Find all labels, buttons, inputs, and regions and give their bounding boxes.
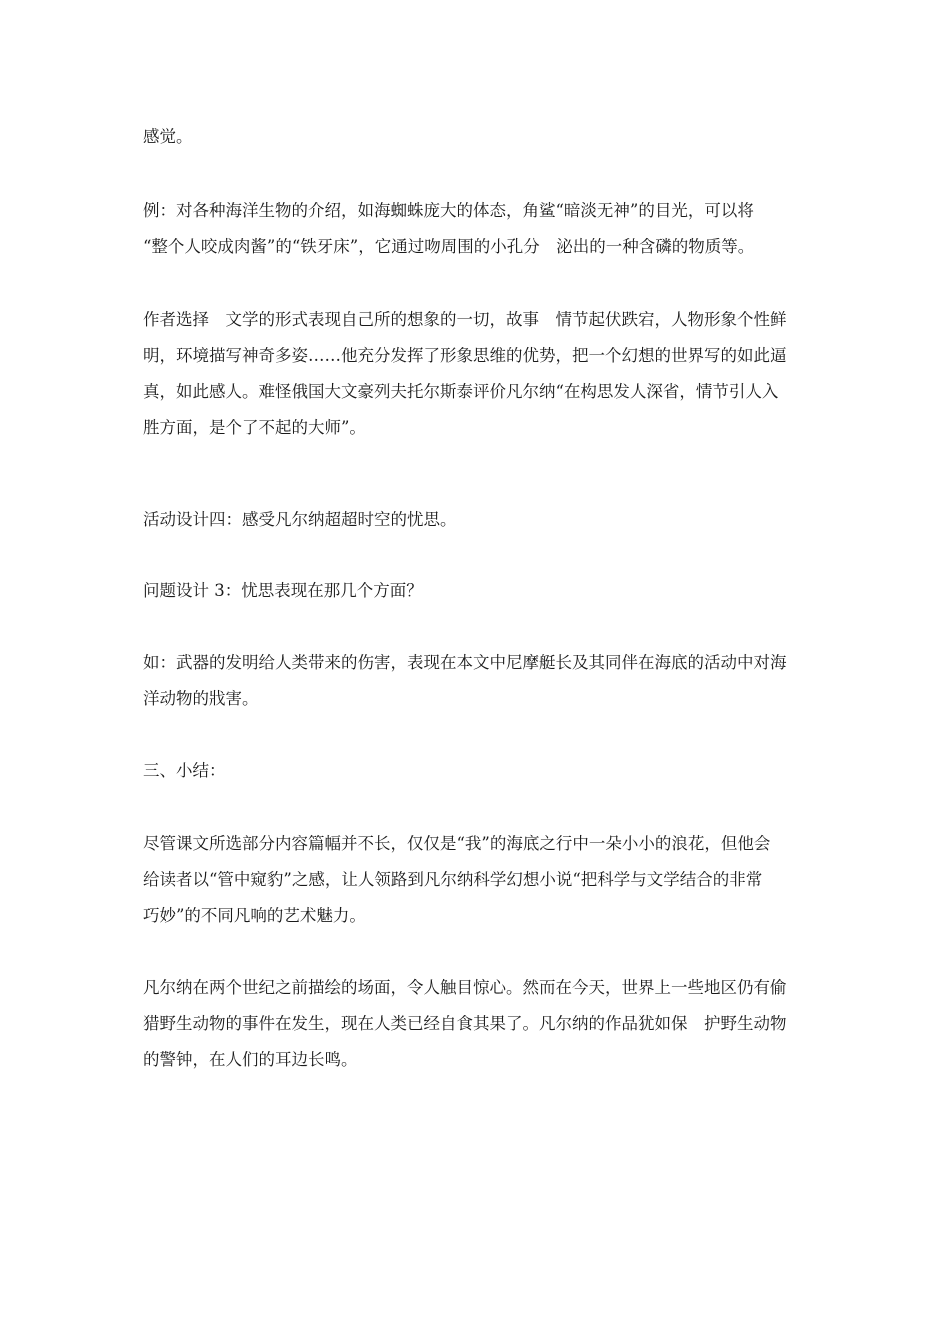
paragraph-summary	[143, 826, 811, 934]
text-line: 真，如此感人。难怪俄国大文豪列夫托尔斯泰评价凡尔纳“在构思发人深省，情节引人入	[143, 382, 779, 401]
text-line: 给读者以“管中窥豹”之感，让人领路到凡尔纳科学幻想小说“把科学与文学结合的非常	[143, 870, 763, 889]
paragraph-example	[143, 193, 811, 265]
paragraph-activity-four	[143, 502, 811, 538]
paragraph-question-three	[143, 573, 811, 609]
text-line: 凡尔纳在两个世纪之前描绘的场面，令人触目惊心。然而在今天，世界上一些地区仍有偷	[143, 978, 787, 997]
paragraph-feeling	[143, 119, 811, 155]
paragraph-weapons	[143, 645, 811, 717]
text-line: 例：对各种海洋生物的介绍，如海蜘蛛庞大的体态，角鲨“暗淡无神”的目光，可以将	[143, 201, 754, 220]
text-line: 胜方面，是个了不起的大师”。	[143, 418, 366, 437]
text-line: 尽管课文所选部分内容篇幅并不长，仅仅是“我”的海底之行中一朵小小的浪花，但他会	[143, 834, 771, 853]
text-line: 作者选择 文学的形式表现自己所的想象的一切，故事 情节起伏跌宕，人物形象个性鲜	[143, 310, 787, 329]
text-line: 问题设计 3：忧思表现在那几个方面？	[143, 581, 423, 600]
text-line: 活动设计四：感受凡尔纳超超时空的忧思。	[143, 510, 457, 529]
text-line: 明，环境描写神奇多姿……他充分发挥了形象思维的优势，把一个幻想的世界写的如此逼	[143, 346, 787, 365]
text-line: 巧妙”的不同凡响的艺术魅力。	[143, 906, 366, 925]
text-line: 的警钟，在人们的耳边长鸣。	[143, 1050, 358, 1069]
text-line: “整个人咬成肉酱”的“铁牙床”，它通过吻周围的小孔分 泌出的一种含磷的物质等。	[143, 237, 755, 256]
text-line: 如：武器的发明给人类带来的伤害，表现在本文中尼摩艇长及其同伴在海底的活动中对海	[143, 653, 787, 672]
text-line: 猎野生动物的事件在发生，现在人类已经自食其果了。凡尔纳的作品犹如保 护野生动物	[143, 1014, 787, 1033]
text-line: 三、小结：	[143, 761, 226, 780]
text-line: 洋动物的戕害。	[143, 689, 259, 708]
paragraph-verne-scenes	[143, 970, 811, 1078]
paragraph-author-choice	[143, 302, 811, 446]
section-heading-summary	[143, 753, 811, 789]
text-line: 感觉。	[143, 127, 193, 146]
